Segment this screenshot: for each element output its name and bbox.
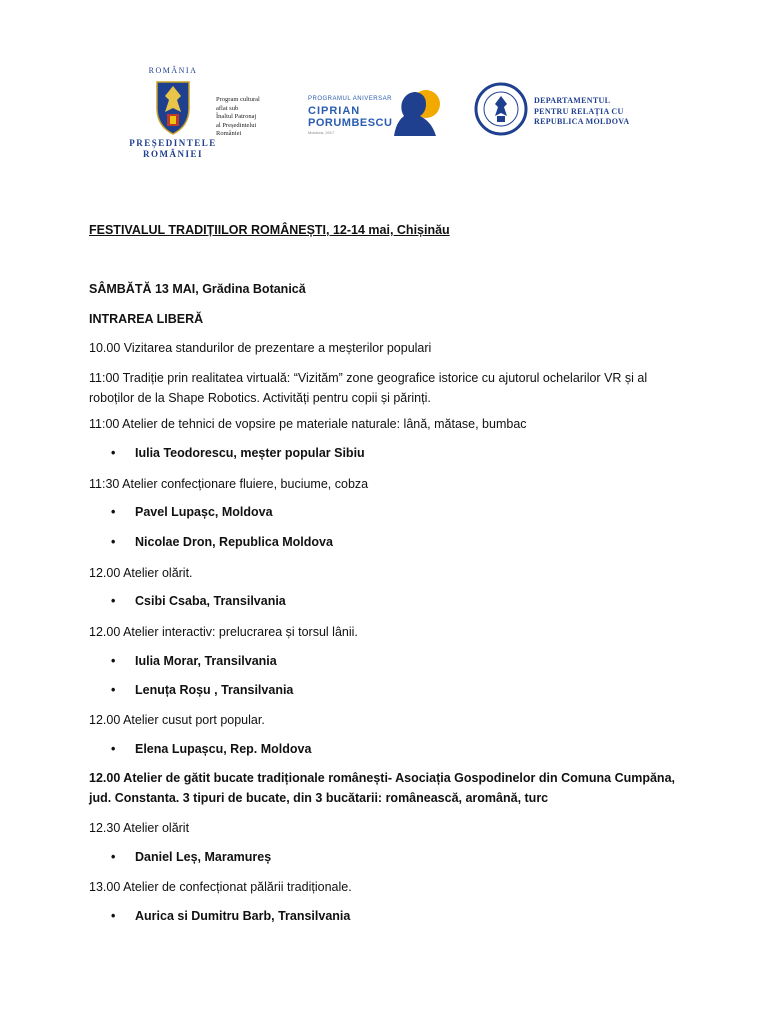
presidency-title-line2: ROMÂNIEI — [142, 149, 203, 159]
participant-name: Aurica si Dumitru Barb, Transilvania — [135, 909, 351, 923]
participant-name: Iulia Morar, Transilvania — [135, 654, 277, 668]
bullet-icon: • — [111, 654, 116, 668]
government-seal-icon — [474, 82, 528, 136]
list-item — [111, 742, 311, 756]
schedule-item: 11:30 Atelier confecționare fluiere, buciume, cobza — [89, 477, 369, 491]
schedule-item: 12.00 Atelier olărit. — [89, 566, 193, 580]
coat-of-arms-icon — [153, 78, 193, 136]
department-name-line: PENTRU RELAȚIA CU — [534, 107, 624, 116]
government-department-logo — [474, 80, 654, 140]
schedule-item: 10.00 Vizitarea standurilor de prezentare a meșterilor populari — [89, 341, 432, 355]
presidency-title — [128, 138, 218, 160]
document-title: FESTIVALUL TRADIȚIILOR ROMÂNEȘTI, 12-14 mai, Chișinău — [89, 223, 450, 237]
presidency-title-line1: PREȘEDINTELE — [129, 138, 217, 148]
list-item — [111, 850, 271, 864]
list-item — [111, 505, 273, 519]
list-item — [111, 446, 365, 460]
list-item — [111, 594, 286, 608]
participant-name: Nicolae Dron, Republica Moldova — [135, 535, 333, 549]
bullet-icon: • — [111, 683, 116, 697]
day-heading: SÂMBĂTĂ 13 MAI, Grădina Botanică — [89, 282, 306, 296]
list-item — [111, 535, 333, 549]
schedule-item: 12.00 Atelier cusut port popular. — [89, 713, 265, 727]
presidency-logo — [128, 66, 218, 160]
logo-header — [0, 60, 768, 180]
ciprian-program-label: PROGRAMUL ANIVERSAR — [308, 96, 392, 102]
patronage-line: României — [216, 130, 242, 137]
ciprian-last-name: PORUMBESCU — [308, 117, 393, 129]
participant-name: Lenuța Roșu , Transilvania — [135, 683, 294, 697]
ciprian-first-name: CIPRIAN — [308, 105, 361, 117]
schedule-item: 12.30 Atelier olărit — [89, 821, 190, 835]
schedule-item: 11:00 Tradiție prin realitatea virtuală: “Vizităm” zone geografice istorice cu ajutorul ochelarilor VR și al roboților de la Shape Robotics. Activități pentru copii și părinți. — [89, 371, 648, 405]
bullet-icon: • — [111, 446, 116, 460]
participant-name: Csibi Csaba, Transilvania — [135, 594, 286, 608]
bullet-icon: • — [111, 850, 116, 864]
department-name-line: REPUBLICA MOLDOVA — [534, 117, 630, 126]
bullet-icon: • — [111, 535, 116, 549]
presidency-country-label: ROMÂNIA — [148, 66, 198, 75]
participant-name: Pavel Lupașc, Moldova — [135, 505, 273, 519]
patronage-line: aflat sub — [216, 104, 239, 112]
participant-name: Elena Lupașcu, Rep. Moldova — [135, 742, 312, 756]
ciprian-tagline: Moldova, 2017 — [308, 130, 335, 135]
bullet-icon: • — [111, 505, 116, 519]
entry-note: INTRAREA LIBERĂ — [89, 312, 204, 326]
bullet-icon: • — [111, 742, 116, 756]
participant-name: Iulia Teodorescu, meșter popular Sibiu — [135, 446, 365, 460]
list-item — [111, 909, 350, 923]
patronage-line: al Președintelui — [216, 121, 257, 129]
department-name-line: DEPARTAMENTUL — [534, 96, 611, 105]
bullet-icon: • — [111, 594, 116, 608]
schedule-item: 12.00 Atelier interactiv: prelucrarea și torsul lânii. — [89, 625, 358, 639]
list-item — [111, 654, 277, 668]
schedule-item: 11:00 Atelier de tehnici de vopsire pe materiale naturale: lână, mătase, bumbac — [89, 417, 527, 431]
participant-name: Daniel Leș, Maramureș — [135, 850, 272, 864]
patronage-text — [216, 96, 286, 139]
patronage-line: Înaltul Patronaj — [216, 113, 257, 120]
ciprian-porumbescu-logo — [306, 82, 446, 138]
schedule-item: 12.00 Atelier de gătit bucate tradiționale românești- Asociația Gospodinelor din Comuna Cumpăna, jud. Constanta. 3 tipuri de bucate, din 3 bucătarii: românească, aromână, turc — [89, 771, 675, 805]
patronage-line: Program cultural — [216, 96, 260, 103]
list-item — [111, 683, 293, 697]
schedule-item: 13.00 Atelier de confecționat pălării tradiționale. — [89, 880, 352, 894]
bullet-icon: • — [111, 909, 116, 923]
